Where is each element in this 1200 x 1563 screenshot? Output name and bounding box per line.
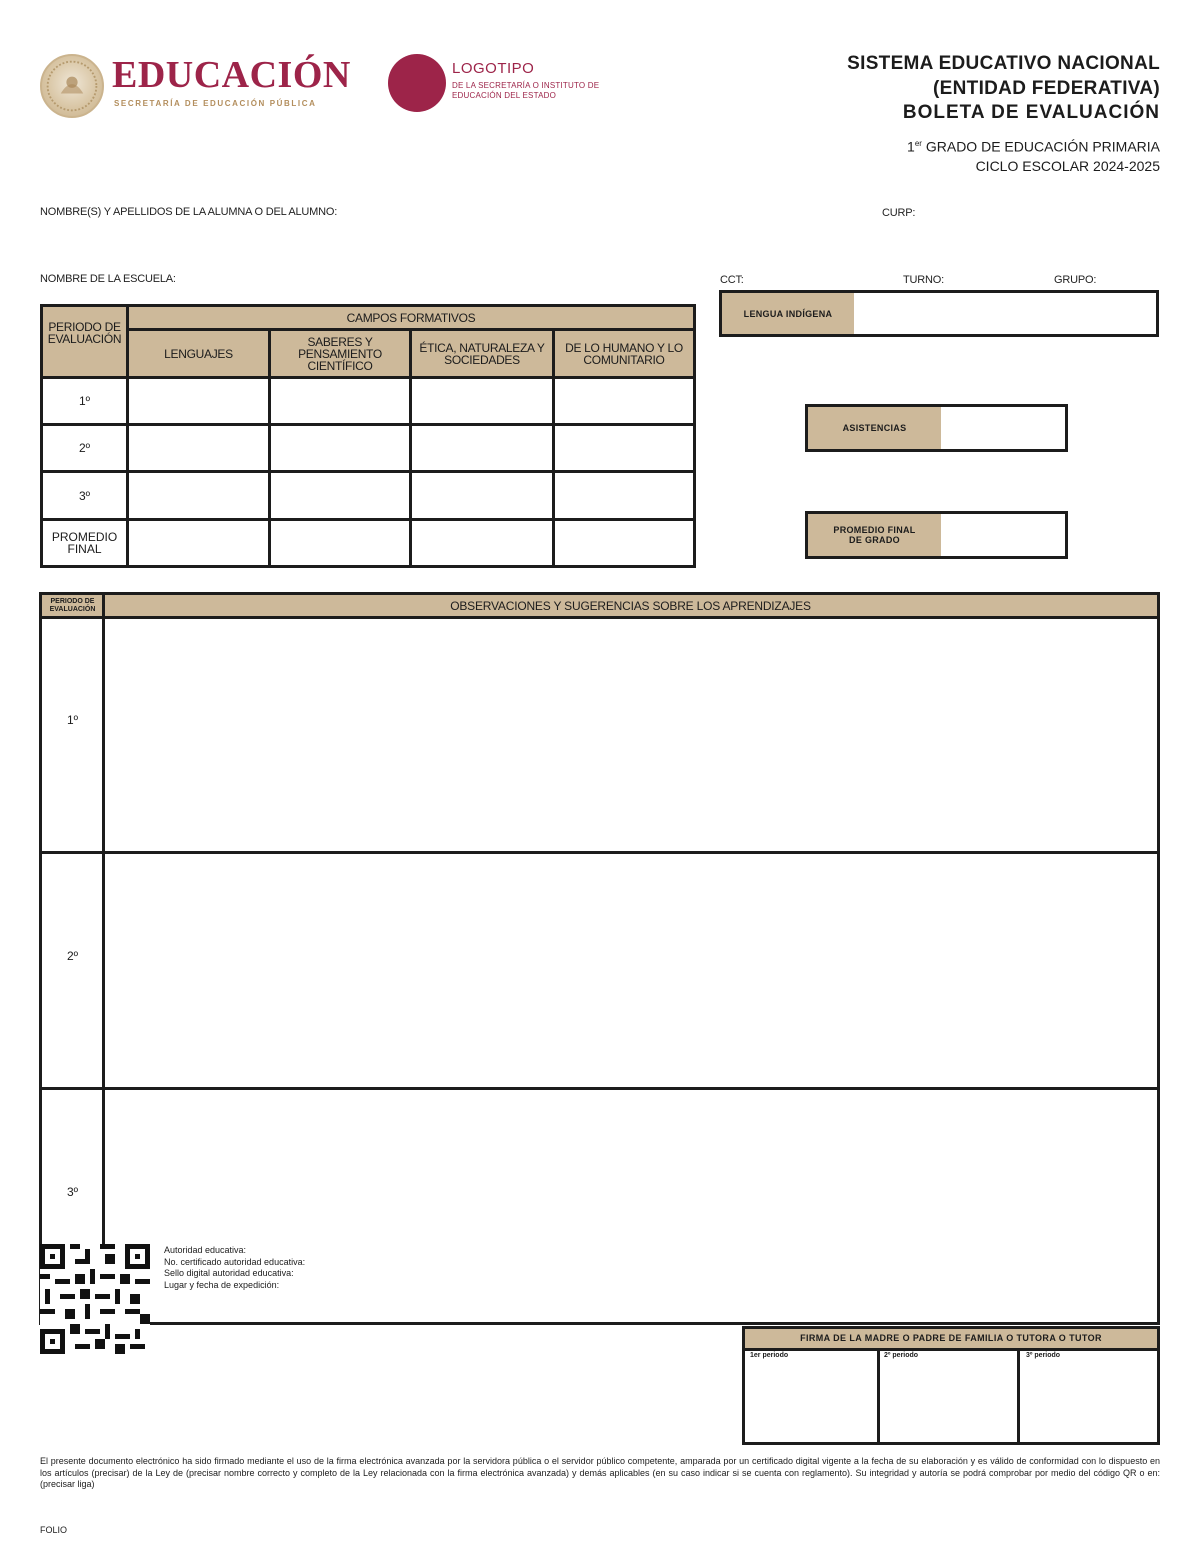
row-label: 2º	[42, 425, 128, 472]
obs-period-3: 3º	[66, 1185, 79, 1199]
authority-info	[164, 1245, 305, 1291]
obs-text-area-3[interactable]	[105, 1090, 1157, 1240]
grade-cell[interactable]	[554, 520, 695, 567]
obs-period-1: 1º	[66, 713, 79, 727]
grade-cell[interactable]	[554, 472, 695, 520]
grade-cell[interactable]	[128, 472, 270, 520]
signature-period-1: 1er periodo	[750, 1352, 789, 1359]
signature-field-3[interactable]	[1020, 1365, 1157, 1442]
column-lenguajes: LENGUAJES	[128, 330, 270, 378]
title-document: BOLETA DE EVALUACIÓN	[902, 102, 1160, 123]
grade-cell[interactable]	[270, 520, 411, 567]
grade-cell[interactable]	[411, 520, 554, 567]
curp-label: CURP:	[882, 207, 916, 219]
obs-period-2: 2º	[66, 949, 79, 963]
national-emblem-icon	[40, 54, 104, 118]
period-header: PERIODO DE EVALUACIÓN	[42, 306, 128, 378]
authority-line: No. certificado autoridad educativa:	[164, 1256, 306, 1267]
folio-label: FOLIO	[40, 1525, 68, 1535]
grade-cell[interactable]	[411, 472, 554, 520]
title-entity: (ENTIDAD FEDERATIVA)	[933, 78, 1160, 99]
state-logo-icon	[388, 54, 446, 112]
grade-text: GRADO DE EDUCACIÓN PRIMARIA	[921, 138, 1160, 155]
cct-label: CCT:	[720, 274, 744, 286]
lengua-indigena-box	[719, 290, 1159, 337]
obs-text-area-1[interactable]	[105, 619, 1157, 851]
grade-number: 1	[907, 138, 915, 155]
grade-cell[interactable]	[554, 378, 695, 425]
obs-text-area-2[interactable]	[105, 854, 1157, 1087]
row-label: 1º	[42, 378, 128, 425]
fields-group-header: CAMPOS FORMATIVOS	[128, 306, 695, 330]
signature-period-3: 3º periodo	[1026, 1352, 1061, 1359]
promedio-box	[805, 511, 1068, 559]
obs-period-header: PERIODO DE EVALUACIÓN	[42, 595, 103, 617]
authority-line: Sello digital autoridad educativa:	[164, 1268, 294, 1278]
grade-cell[interactable]	[128, 520, 270, 567]
brand-subtitle: SECRETARÍA DE EDUCACIÓN PÚBLICA	[114, 99, 317, 108]
lengua-indigena-label: LENGUA INDÍGENA	[722, 293, 854, 334]
school-year: CICLO ESCOLAR 2024-2025	[975, 158, 1160, 174]
authority-line: Lugar y fecha de expedición:	[164, 1279, 280, 1290]
lengua-indigena-value[interactable]	[854, 293, 1156, 334]
column-etica: ÉTICA, NATURALEZA Y SOCIEDADES	[411, 330, 554, 378]
row-label: PROMEDIO FINAL	[42, 520, 128, 567]
grade-line	[907, 135, 1160, 156]
student-name-label: NOMBRE(S) Y APELLIDOS DE LA ALUMNA O DEL ALUMNO:	[40, 206, 338, 218]
legal-notice: El presente documento electrónico ha sido firmado mediante el uso de la firma electrónica avanzada por la servidora pública o el servidor público competente, amparada por un certificado digital vigente a la fecha de su elaboración y es válido de conformidad con lo dispuesto en los artículos (precisar) de la Ley de (precisar nombre correcto y completo de la Ley relacionada con la firma electrónica avanzada) y demás aplicables (en su caso indicar si se cuenta con reglamento). Su integridad y autoría se podrá comprobar por medio del código QR o en: (precisar liga)	[40, 1456, 1160, 1489]
obs-title: OBSERVACIONES Y SUGERENCIAS SOBRE LOS APRENDIZAJES	[104, 595, 1157, 617]
grade-cell[interactable]	[270, 378, 411, 425]
signature-period-2: 2º periodo	[884, 1352, 919, 1359]
promedio-label: PROMEDIO FINAL DE GRADO	[808, 514, 941, 556]
grade-cell[interactable]	[554, 425, 695, 472]
grupo-label: GRUPO:	[1054, 274, 1097, 286]
grade-cell[interactable]	[128, 378, 270, 425]
authority-line: Autoridad educativa:	[164, 1245, 247, 1255]
asistencias-label: ASISTENCIAS	[808, 407, 941, 449]
promedio-value[interactable]	[941, 514, 1065, 556]
signature-field-1[interactable]	[745, 1365, 877, 1442]
grade-cell[interactable]	[128, 425, 270, 472]
grade-suffix: er	[914, 139, 922, 148]
signature-title: FIRMA DE LA MADRE O PADRE DE FAMILIA O TUTORA O TUTOR	[745, 1329, 1157, 1348]
column-saberes: SABERES Y PENSAMIENTO CIENTÍFICO	[270, 330, 411, 378]
row-label: 3º	[42, 472, 128, 520]
school-name-label: NOMBRE DE LA ESCUELA:	[40, 273, 176, 285]
grade-cell[interactable]	[411, 378, 554, 425]
grade-cell[interactable]	[270, 425, 411, 472]
grade-cell[interactable]	[411, 425, 554, 472]
brand-word: EDUCACIÓN	[112, 54, 351, 96]
divider	[742, 1348, 1160, 1351]
asistencias-box	[805, 404, 1068, 452]
signature-field-2[interactable]	[880, 1365, 1017, 1442]
asistencias-value[interactable]	[941, 407, 1065, 449]
column-humano: DE LO HUMANO Y LO COMUNITARIO	[554, 330, 695, 378]
logo-title: LOGOTIPO	[452, 60, 535, 77]
title-system: SISTEMA EDUCATIVO NACIONAL	[847, 53, 1160, 74]
turno-label: TURNO:	[903, 274, 944, 286]
qr-code-icon	[40, 1244, 150, 1354]
grades-table	[40, 304, 696, 568]
grade-cell[interactable]	[270, 472, 411, 520]
logo-subtitle: DE LA SECRETARÍA O INSTITUTO DE EDUCACIÓN DEL ESTADO	[452, 81, 600, 100]
